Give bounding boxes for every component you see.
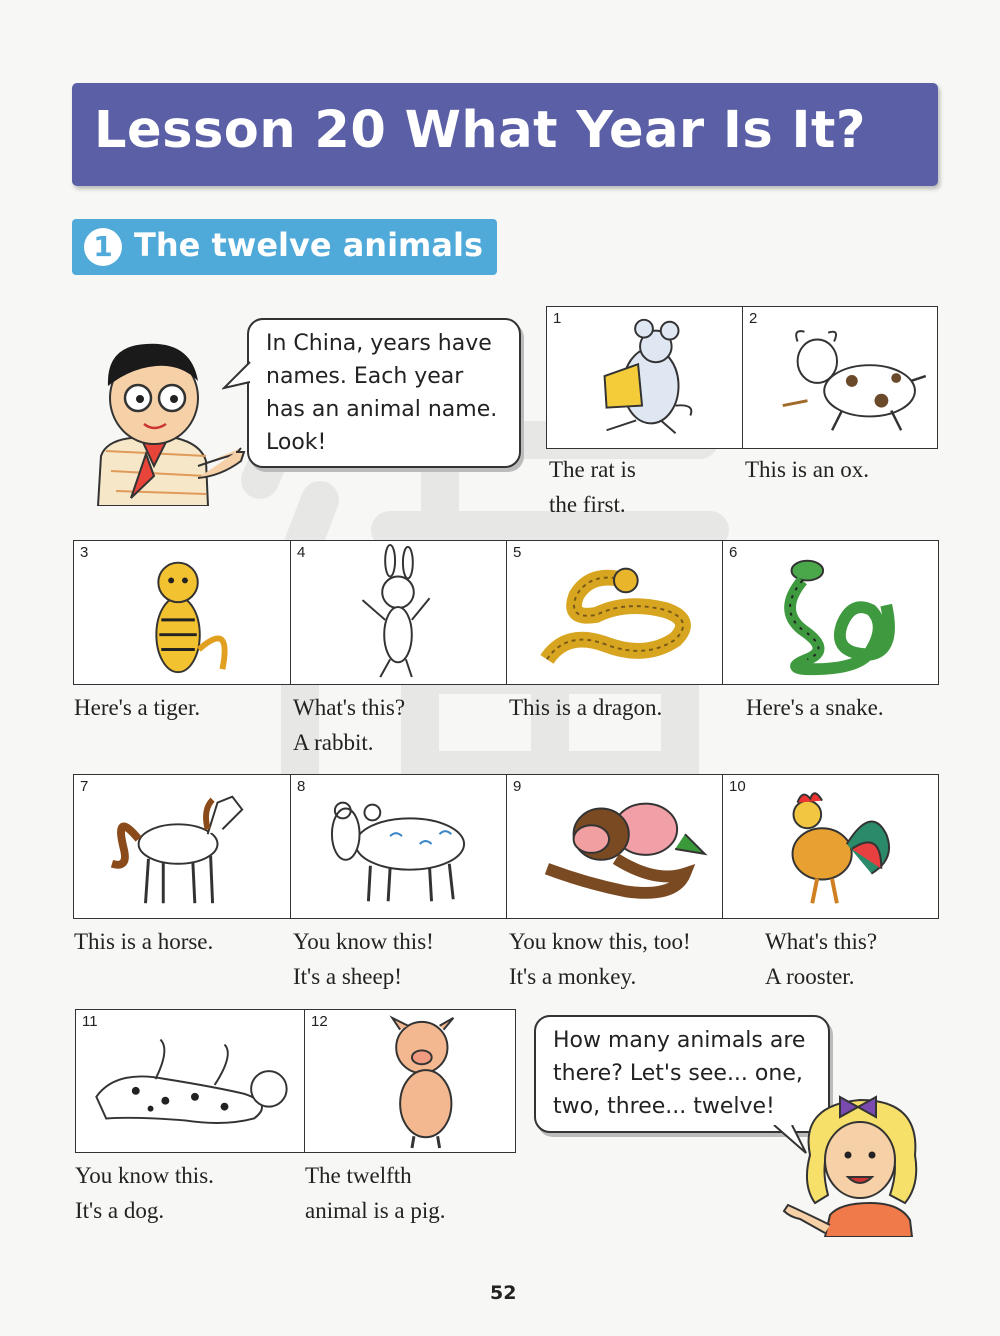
caption-line: Here's a tiger. bbox=[74, 695, 201, 720]
panel-snake bbox=[722, 540, 939, 685]
panel-caption bbox=[74, 924, 213, 959]
rabbit-icon bbox=[291, 541, 506, 684]
monkey-icon bbox=[507, 775, 722, 918]
panel-number: 4 bbox=[297, 544, 306, 561]
rat-icon bbox=[547, 307, 742, 448]
panel-number: 10 bbox=[729, 778, 746, 795]
panel-pig bbox=[304, 1009, 516, 1153]
bubble-line: has an animal name. bbox=[266, 397, 498, 422]
ox-icon bbox=[743, 307, 937, 448]
bubble-line: two, three... twelve! bbox=[553, 1094, 775, 1119]
panel-number: 2 bbox=[749, 310, 758, 327]
caption-line: You know this, too! bbox=[509, 929, 691, 954]
lesson-title: Lesson 20 What Year Is It? bbox=[94, 101, 866, 160]
caption-line: The rat is bbox=[549, 457, 636, 482]
panel-dragon bbox=[506, 540, 723, 685]
caption-line: Here's a snake. bbox=[746, 695, 884, 720]
caption-line: You know this. bbox=[75, 1163, 214, 1188]
section-heading bbox=[72, 219, 497, 275]
caption-line: the first. bbox=[549, 492, 626, 517]
horse-icon bbox=[74, 775, 290, 918]
panel-caption bbox=[549, 452, 636, 522]
panel-tiger bbox=[73, 540, 291, 685]
bubble-line: names. Each year bbox=[266, 364, 464, 389]
panel-caption bbox=[305, 1158, 446, 1228]
panel-horse bbox=[73, 774, 291, 919]
panel-number: 12 bbox=[311, 1013, 328, 1030]
caption-line: It's a monkey. bbox=[509, 964, 637, 989]
panel-caption bbox=[74, 690, 200, 725]
panel-sheep bbox=[290, 774, 507, 919]
lesson-title-bar bbox=[72, 83, 938, 186]
rooster-icon bbox=[723, 775, 938, 918]
panel-dog bbox=[75, 1009, 305, 1153]
panel-caption bbox=[509, 924, 691, 994]
caption-line: animal is a pig. bbox=[305, 1198, 446, 1223]
bubble-line: How many animals are bbox=[553, 1028, 806, 1053]
boy-speech-bubble bbox=[247, 318, 521, 468]
caption-line: This is a dragon. bbox=[509, 695, 663, 720]
panel-number: 7 bbox=[80, 778, 89, 795]
sheep-icon bbox=[291, 775, 506, 918]
caption-line: A rabbit. bbox=[293, 730, 374, 755]
tiger-icon bbox=[74, 541, 290, 684]
bubble-tail bbox=[222, 360, 252, 400]
panel-rooster bbox=[722, 774, 939, 919]
caption-line: This is an ox. bbox=[745, 457, 869, 482]
bubble-line: In China, years have bbox=[266, 331, 492, 356]
panel-caption bbox=[765, 924, 877, 994]
panel-number: 3 bbox=[80, 544, 89, 561]
snake-icon bbox=[723, 541, 938, 684]
caption-line: A rooster. bbox=[765, 964, 855, 989]
bubble-line: Look! bbox=[266, 430, 327, 455]
dog-icon bbox=[76, 1010, 304, 1152]
panel-rabbit bbox=[290, 540, 507, 685]
panel-number: 5 bbox=[513, 544, 522, 561]
panel-monkey bbox=[506, 774, 723, 919]
caption-line: You know this! bbox=[293, 929, 434, 954]
pig-icon bbox=[305, 1010, 515, 1152]
panel-number: 11 bbox=[82, 1013, 98, 1030]
caption-line: The twelfth bbox=[305, 1163, 412, 1188]
girl-illustration bbox=[780, 1085, 930, 1237]
page-number: 52 bbox=[490, 1282, 517, 1304]
panel-caption bbox=[746, 690, 884, 725]
bubble-line: there? Let's see... one, bbox=[553, 1061, 803, 1086]
panel-caption bbox=[293, 690, 405, 760]
panel-ox bbox=[742, 306, 938, 449]
panel-caption bbox=[75, 1158, 214, 1228]
panel-number: 8 bbox=[297, 778, 306, 795]
section-label: The twelve animals bbox=[134, 226, 483, 264]
caption-line: It's a sheep! bbox=[293, 964, 402, 989]
panel-caption bbox=[509, 690, 662, 725]
panel-number: 9 bbox=[513, 778, 522, 795]
panel-rat bbox=[546, 306, 743, 449]
caption-line: This is a horse. bbox=[74, 929, 214, 954]
caption-line: It's a dog. bbox=[75, 1198, 165, 1223]
panel-number: 6 bbox=[729, 544, 738, 561]
boy-illustration bbox=[86, 326, 246, 506]
caption-line: What's this? bbox=[293, 695, 406, 720]
panel-caption bbox=[745, 452, 869, 487]
dragon-icon bbox=[507, 541, 722, 684]
section-number: 1 bbox=[84, 228, 122, 266]
panel-number: 1 bbox=[553, 310, 562, 327]
caption-line: What's this? bbox=[765, 929, 878, 954]
panel-caption bbox=[293, 924, 434, 994]
